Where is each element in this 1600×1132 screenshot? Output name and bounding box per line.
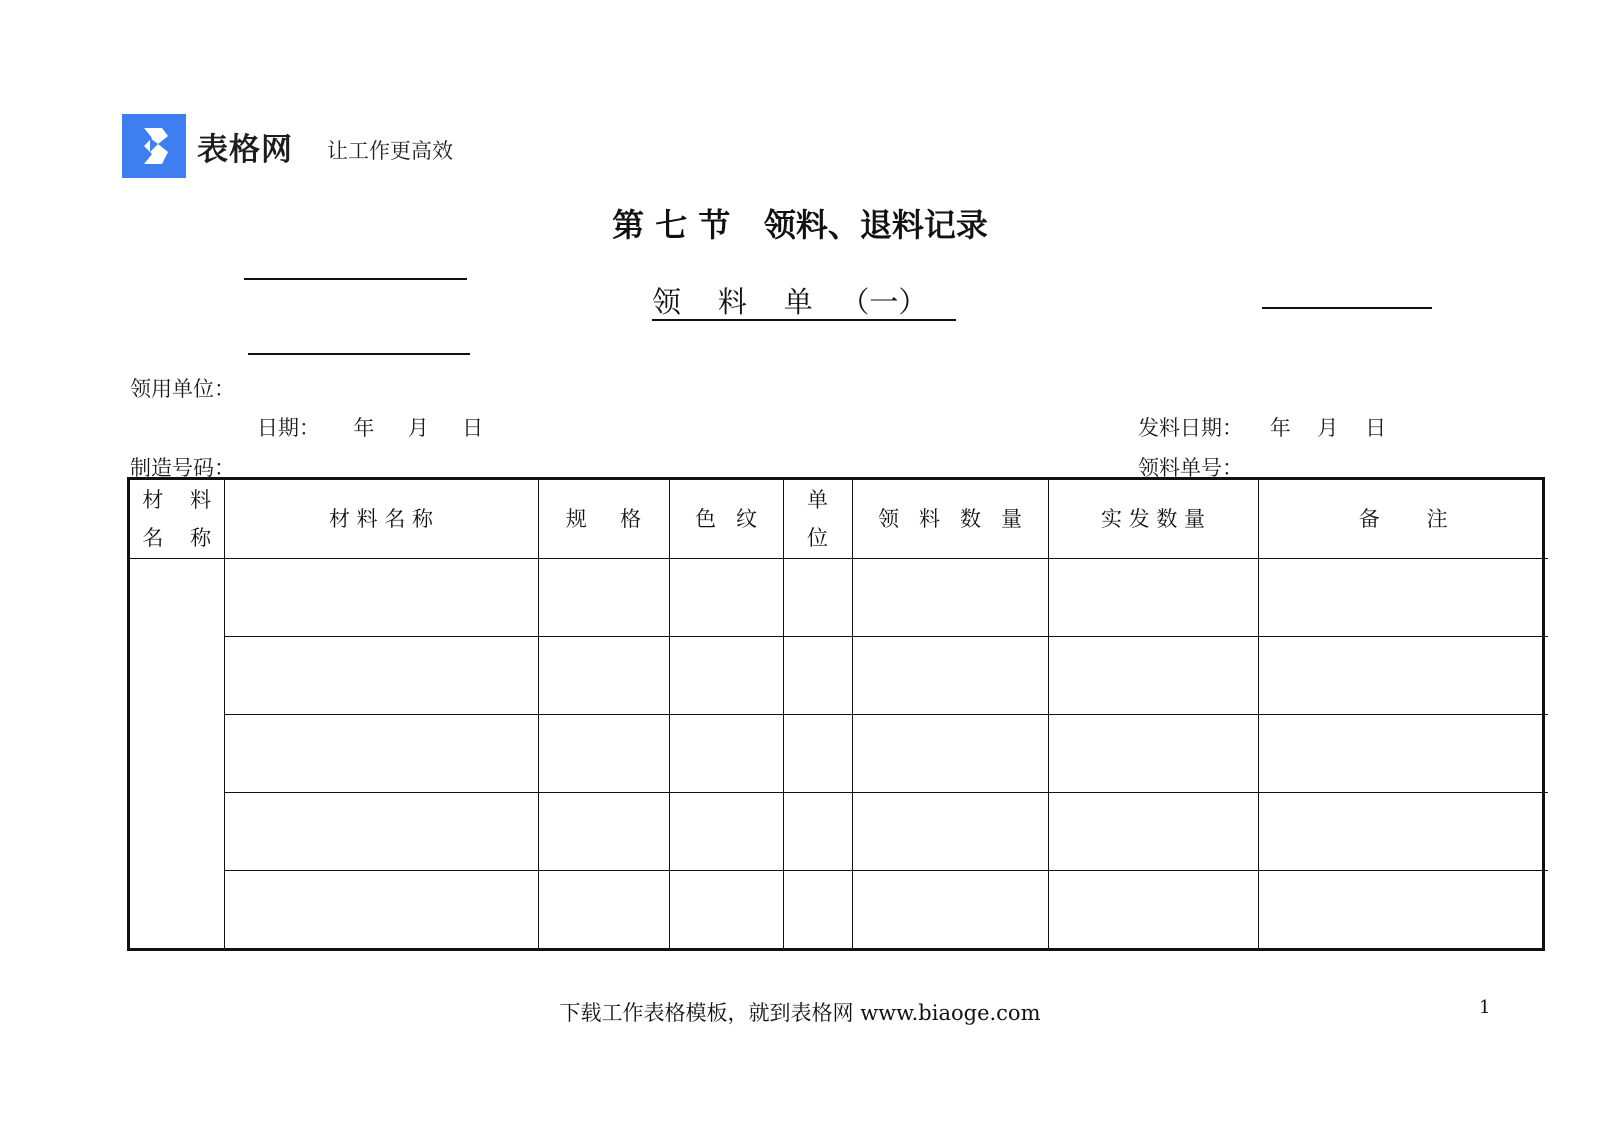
table-row bbox=[130, 558, 1548, 636]
table-cell[interactable] bbox=[852, 792, 1048, 870]
table-cell[interactable] bbox=[224, 870, 538, 948]
issue-date-label: 发料日期： 年 月 日 bbox=[1138, 416, 1387, 440]
table-row bbox=[130, 870, 1548, 948]
brand-name: 表格网 bbox=[197, 132, 293, 168]
table-cell[interactable] bbox=[852, 870, 1048, 948]
page-number: 1 bbox=[1479, 997, 1491, 1018]
blank-line-mid-left bbox=[248, 353, 470, 355]
table-cell[interactable] bbox=[538, 636, 669, 714]
table-cell[interactable] bbox=[852, 636, 1048, 714]
header-spec: 规 格 bbox=[538, 480, 669, 558]
table-cell[interactable] bbox=[224, 558, 538, 636]
table-cell[interactable] bbox=[783, 792, 852, 870]
table-cell[interactable] bbox=[1258, 792, 1548, 870]
footer-text: 下载工作表格模板，就到表格网 www.biaoge.com bbox=[559, 1001, 1041, 1025]
header-remarks: 备 注 bbox=[1258, 480, 1548, 558]
table-cell[interactable] bbox=[669, 636, 783, 714]
header-unit: 单 位 bbox=[783, 480, 852, 558]
brand-slogan: 让工作更高效 bbox=[327, 139, 453, 163]
table-row bbox=[130, 636, 1548, 714]
section-title: 第 七 节 领料、退料记录 bbox=[612, 206, 988, 244]
table-cell[interactable] bbox=[669, 714, 783, 792]
header-requested-qty: 领 料 数 量 bbox=[852, 480, 1048, 558]
requisition-table bbox=[127, 477, 1545, 951]
table-cell[interactable] bbox=[783, 558, 852, 636]
table-cell[interactable] bbox=[669, 792, 783, 870]
table-cell[interactable] bbox=[852, 558, 1048, 636]
table-cell[interactable] bbox=[852, 714, 1048, 792]
table-header-row bbox=[130, 480, 1548, 558]
table-cell[interactable] bbox=[1258, 714, 1548, 792]
header-material-category: 材 料 名 称 bbox=[130, 480, 224, 558]
table-cell[interactable] bbox=[1048, 558, 1258, 636]
table-cell[interactable] bbox=[669, 870, 783, 948]
unit-label: 领用单位： bbox=[130, 377, 235, 401]
table-cell[interactable] bbox=[224, 792, 538, 870]
header-issued-qty: 实 发 数 量 bbox=[1048, 480, 1258, 558]
brand-logo-icon bbox=[122, 114, 186, 178]
table-cell[interactable] bbox=[1048, 870, 1258, 948]
table-cell[interactable] bbox=[1048, 792, 1258, 870]
blank-line-top-left bbox=[244, 278, 467, 280]
table-cell[interactable] bbox=[783, 870, 852, 948]
table-cell[interactable] bbox=[538, 870, 669, 948]
header-color: 色 纹 bbox=[669, 480, 783, 558]
table-cell[interactable] bbox=[1048, 636, 1258, 714]
blank-line-right bbox=[1262, 307, 1432, 309]
req-no-label: 领料单号： bbox=[1138, 456, 1243, 480]
table-cell[interactable] bbox=[538, 792, 669, 870]
table-row bbox=[130, 714, 1548, 792]
table-cell[interactable] bbox=[783, 636, 852, 714]
table-cell[interactable] bbox=[224, 714, 538, 792]
date-label: 日期： 年 月 日 bbox=[257, 416, 484, 440]
table-cell[interactable] bbox=[538, 558, 669, 636]
table-cell[interactable] bbox=[669, 558, 783, 636]
mfg-no-label: 制造号码： bbox=[130, 456, 235, 480]
table-cell[interactable] bbox=[1258, 870, 1548, 948]
header-material-name: 材 料 名 称 bbox=[224, 480, 538, 558]
table-cell[interactable] bbox=[538, 714, 669, 792]
table-cell[interactable] bbox=[1048, 714, 1258, 792]
table-cell[interactable] bbox=[1258, 636, 1548, 714]
form-title: 领 料 单 （一） bbox=[652, 285, 956, 321]
table-cell[interactable] bbox=[783, 714, 852, 792]
table-cell[interactable] bbox=[1258, 558, 1548, 636]
table-row bbox=[130, 792, 1548, 870]
table-cell[interactable] bbox=[224, 636, 538, 714]
material-category-cell[interactable] bbox=[130, 558, 224, 948]
